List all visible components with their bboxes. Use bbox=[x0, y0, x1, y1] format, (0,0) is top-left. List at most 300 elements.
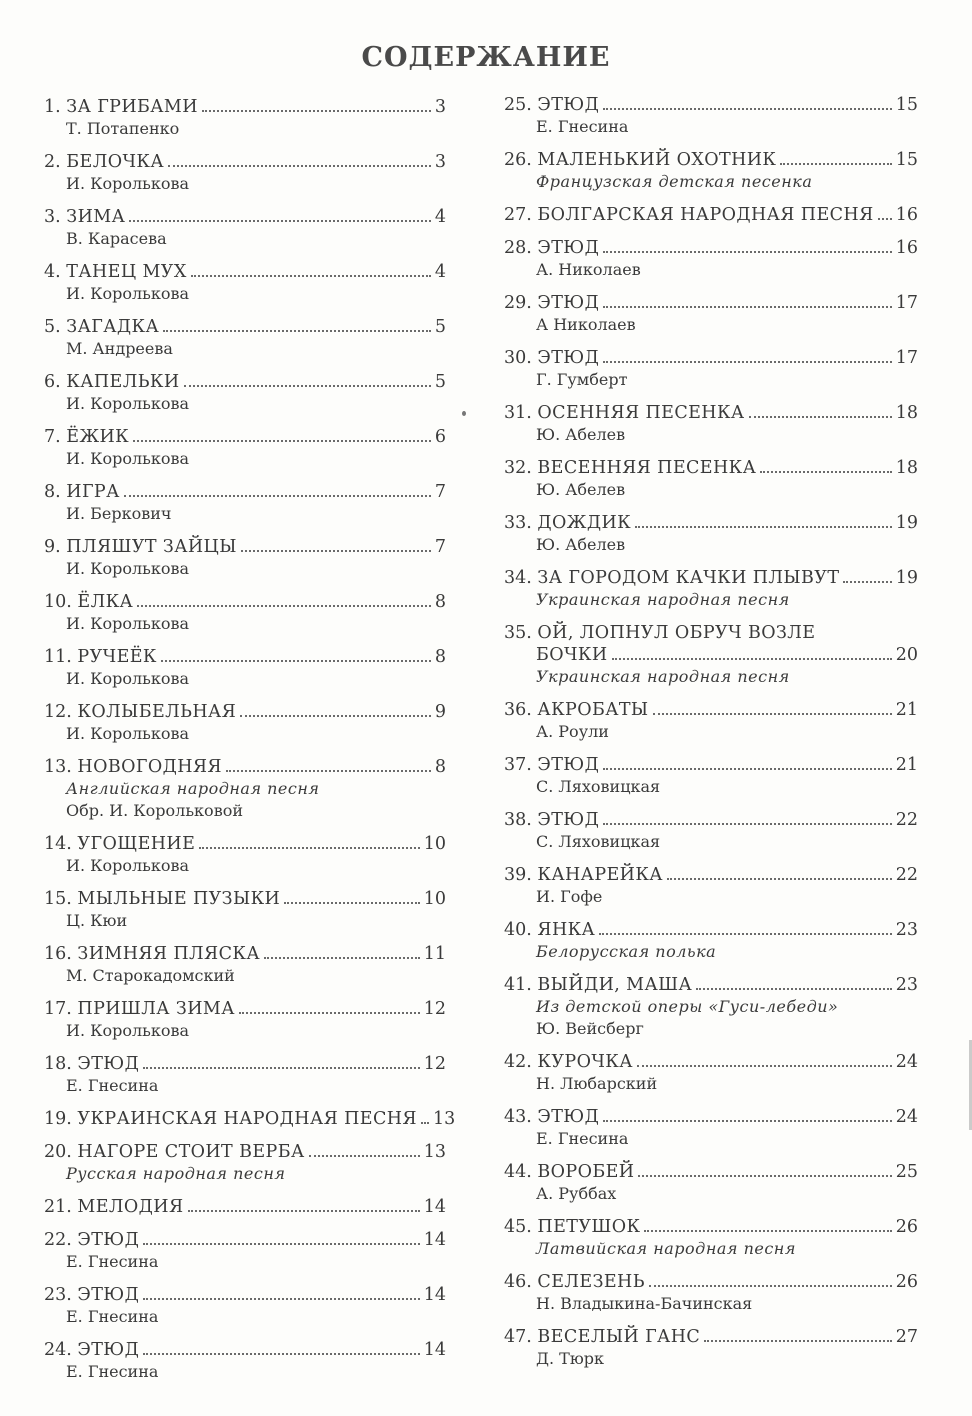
entry-author: М. Старокадомский bbox=[66, 966, 235, 985]
toc-entry-line bbox=[504, 94, 918, 116]
entry-note: Русская народная песня bbox=[66, 1164, 286, 1183]
toc-entry bbox=[504, 974, 918, 1040]
toc-entry bbox=[44, 151, 446, 195]
dot-leader bbox=[603, 768, 892, 770]
dot-leader bbox=[284, 902, 420, 904]
entry-title: ПЛЯШУТ ЗАЙЦЫ bbox=[66, 537, 237, 557]
dot-leader bbox=[124, 495, 431, 497]
entry-title: МАЛЕНЬКИЙ ОХОТНИК bbox=[537, 150, 777, 170]
toc-entry bbox=[504, 1216, 918, 1260]
toc-entry-line bbox=[504, 149, 918, 171]
entry-number: 1. bbox=[44, 97, 61, 117]
toc-entry bbox=[504, 149, 918, 193]
entry-author: Г. Гумберт bbox=[536, 370, 628, 389]
entry-title: УГОЩЕНИЕ bbox=[77, 834, 196, 854]
entry-page-number: 8 bbox=[434, 592, 446, 612]
entry-author: А. Роули bbox=[536, 722, 609, 741]
entry-author: И. Королькова bbox=[66, 449, 190, 468]
entry-title: НОВОГОДНЯЯ bbox=[77, 757, 222, 777]
entry-title: ДОЖДИК bbox=[537, 513, 632, 533]
entry-page-number: 15 bbox=[895, 150, 918, 170]
entry-author: И. Королькова bbox=[66, 669, 190, 688]
entry-title: КОЛЫБЕЛЬНАЯ bbox=[77, 702, 237, 722]
toc-entry-line bbox=[504, 402, 918, 424]
page-title: СОДЕРЖАНИЕ bbox=[361, 42, 611, 73]
entry-number: 6. bbox=[44, 372, 61, 392]
dot-leader bbox=[421, 1122, 429, 1124]
entry-title-continued: БОЧКИ bbox=[536, 645, 608, 665]
entry-author: С. Ляховицкая bbox=[536, 777, 661, 796]
entry-title: УКРАИНСКАЯ НАРОДНАЯ ПЕСНЯ bbox=[77, 1109, 417, 1129]
dot-leader bbox=[638, 1175, 891, 1177]
entry-title: ЭТЮД bbox=[77, 1230, 140, 1250]
toc-entry bbox=[44, 426, 446, 470]
toc-entry-line bbox=[504, 457, 918, 479]
entry-number: 4. bbox=[44, 262, 61, 282]
dot-leader bbox=[161, 660, 431, 662]
entry-author: Е. Гнесина bbox=[536, 117, 629, 136]
entry-number: 16. bbox=[44, 944, 72, 964]
toc-entry-line bbox=[44, 646, 446, 668]
entry-page-number: 26 bbox=[895, 1272, 918, 1292]
entry-number: 10. bbox=[44, 592, 72, 612]
entry-page-number: 3 bbox=[434, 97, 446, 117]
entry-page-number: 8 bbox=[434, 647, 446, 667]
toc-entry bbox=[504, 754, 918, 798]
toc-entry-line bbox=[504, 644, 918, 666]
toc-entry-line bbox=[504, 919, 918, 941]
toc-entry bbox=[504, 402, 918, 446]
toc-entry-line bbox=[504, 699, 918, 721]
entry-page-number: 23 bbox=[895, 920, 918, 940]
dot-leader bbox=[163, 330, 431, 332]
entry-page-number: 3 bbox=[434, 152, 446, 172]
entry-page-number: 20 bbox=[895, 645, 918, 665]
toc-entry-line bbox=[44, 1196, 446, 1218]
entry-page-number: 24 bbox=[895, 1107, 918, 1127]
entry-number: 21. bbox=[44, 1197, 72, 1217]
entry-page-number: 27 bbox=[895, 1327, 918, 1347]
toc-entry-line bbox=[504, 1271, 918, 1293]
entry-author: Е. Гнесина bbox=[66, 1252, 159, 1271]
entry-number: 19. bbox=[44, 1109, 72, 1129]
entry-author: И. Беркович bbox=[66, 504, 172, 523]
entry-number: 38. bbox=[504, 810, 532, 830]
toc-entry bbox=[44, 1108, 456, 1130]
toc-entry bbox=[44, 1053, 446, 1097]
entry-page-number: 7 bbox=[434, 482, 446, 502]
entry-title: ЭТЮД bbox=[537, 755, 600, 775]
toc-entry bbox=[504, 512, 918, 556]
toc-entry-line bbox=[44, 426, 446, 448]
toc-entry bbox=[44, 536, 446, 580]
entry-note: Украинская народная песня bbox=[536, 590, 790, 609]
entry-number: 20. bbox=[44, 1142, 72, 1162]
dot-leader bbox=[137, 605, 431, 607]
toc-entry bbox=[504, 292, 918, 336]
toc-entry-line bbox=[44, 96, 446, 118]
dot-leader bbox=[143, 1243, 420, 1245]
entry-author: Ю. Абелев bbox=[536, 480, 626, 499]
entry-number: 24. bbox=[44, 1340, 72, 1360]
toc-entry-line bbox=[44, 888, 446, 910]
entry-title: СЕЛЕЗЕНЬ bbox=[537, 1272, 645, 1292]
entry-number: 8. bbox=[44, 482, 61, 502]
dot-leader bbox=[843, 581, 891, 583]
entry-number: 36. bbox=[504, 700, 532, 720]
entry-author: Т. Потапенко bbox=[66, 119, 180, 138]
toc-entry-line bbox=[504, 1216, 918, 1238]
toc-entry-line bbox=[44, 1141, 446, 1163]
toc-entry bbox=[504, 237, 918, 281]
toc-entry bbox=[504, 1106, 918, 1150]
toc-entry-line bbox=[44, 998, 446, 1020]
entry-page-number: 11 bbox=[423, 944, 446, 964]
entry-number: 18. bbox=[44, 1054, 72, 1074]
entry-page-number: 23 bbox=[895, 975, 918, 995]
toc-entry bbox=[44, 1196, 446, 1218]
entry-title: ЭТЮД bbox=[537, 293, 600, 313]
entry-title: ПРИШЛА ЗИМА bbox=[77, 999, 235, 1019]
entry-page-number: 10 bbox=[423, 889, 446, 909]
entry-page-number: 22 bbox=[895, 810, 918, 830]
dot-leader bbox=[143, 1067, 420, 1069]
toc-entry-line bbox=[504, 292, 918, 314]
entry-page-number: 19 bbox=[895, 568, 918, 588]
toc-entry-line bbox=[44, 206, 446, 228]
toc-entry bbox=[44, 1229, 446, 1273]
toc-entry bbox=[44, 96, 446, 140]
entry-title: ЭТЮД bbox=[537, 238, 600, 258]
entry-title: КУРОЧКА bbox=[537, 1052, 633, 1072]
dot-leader bbox=[241, 550, 431, 552]
entry-title: ВЫЙДИ, МАША bbox=[537, 975, 693, 995]
entry-page-number: 13 bbox=[423, 1142, 446, 1162]
dot-leader bbox=[603, 1120, 892, 1122]
entry-page-number: 14 bbox=[423, 1230, 446, 1250]
entry-title: БЕЛОЧКА bbox=[66, 152, 164, 172]
entry-page-number: 14 bbox=[423, 1285, 446, 1305]
toc-entry-line bbox=[504, 512, 918, 534]
entry-page-number: 26 bbox=[895, 1217, 918, 1237]
toc-entry-line bbox=[44, 701, 446, 723]
entry-page-number: 17 bbox=[895, 348, 918, 368]
toc-entry-line bbox=[504, 622, 918, 644]
dot-leader bbox=[191, 275, 431, 277]
toc-entry-line bbox=[44, 536, 446, 558]
entry-title: ВЕСЕЛЫЙ ГАНС bbox=[537, 1327, 701, 1347]
entry-number: 2. bbox=[44, 152, 61, 172]
entry-number: 32. bbox=[504, 458, 532, 478]
dot-leader bbox=[143, 1353, 420, 1355]
dot-leader bbox=[168, 165, 431, 167]
dot-leader bbox=[760, 471, 891, 473]
toc-entry bbox=[44, 1284, 446, 1328]
entry-title: ТАНЕЦ МУХ bbox=[66, 262, 187, 282]
toc-entry-line bbox=[44, 316, 446, 338]
entry-title: ЭТЮД bbox=[537, 95, 600, 115]
entry-title: НАГОРЕ СТОИТ ВЕРБА bbox=[77, 1142, 305, 1162]
entry-author: Ю. Абелев bbox=[536, 425, 626, 444]
entry-author: И. Королькова bbox=[66, 394, 190, 413]
entry-author: Е. Гнесина bbox=[66, 1362, 159, 1381]
toc-entry-line bbox=[44, 371, 446, 393]
entry-page-number: 25 bbox=[895, 1162, 918, 1182]
entry-title: ЭТЮД bbox=[537, 1107, 600, 1127]
entry-page-number: 14 bbox=[423, 1197, 446, 1217]
entry-author: А. Николаев bbox=[536, 260, 641, 279]
entry-title: ОЙ, ЛОПНУЛ ОБРУЧ ВОЗЛЕ bbox=[537, 623, 816, 643]
entry-number: 31. bbox=[504, 403, 532, 423]
entry-number: 17. bbox=[44, 999, 72, 1019]
toc-entry bbox=[504, 809, 918, 853]
dot-leader bbox=[649, 1285, 892, 1287]
dot-leader bbox=[143, 1298, 420, 1300]
entry-title: ЗА ГОРОДОМ КАЧКИ ПЛЫВУТ bbox=[537, 568, 840, 588]
entry-number: 26. bbox=[504, 150, 532, 170]
entry-number: 12. bbox=[44, 702, 72, 722]
toc-column-left bbox=[44, 96, 456, 1394]
entry-title: МЕЛОДИЯ bbox=[77, 1197, 184, 1217]
toc-entry-line bbox=[44, 591, 446, 613]
toc-entry bbox=[44, 646, 446, 690]
entry-number: 14. bbox=[44, 834, 72, 854]
toc-entry bbox=[44, 756, 446, 822]
dot-leader bbox=[603, 361, 892, 363]
toc-entry bbox=[504, 204, 918, 226]
toc-entry bbox=[504, 864, 918, 908]
toc-entry bbox=[44, 1141, 446, 1185]
entry-page-number: 14 bbox=[423, 1340, 446, 1360]
toc-entry-line bbox=[44, 151, 446, 173]
entry-note: Английская народная песня bbox=[66, 779, 320, 798]
entry-title: КАПЕЛЬКИ bbox=[66, 372, 180, 392]
toc-entry bbox=[504, 919, 918, 963]
dot-leader bbox=[603, 823, 892, 825]
dot-leader bbox=[637, 1065, 892, 1067]
entry-title: БОЛГАРСКАЯ НАРОДНАЯ ПЕСНЯ bbox=[537, 205, 874, 225]
entry-author: Н. Любарский bbox=[536, 1074, 658, 1093]
toc-entry-line bbox=[504, 204, 918, 226]
dot-leader bbox=[603, 108, 892, 110]
entry-number: 42. bbox=[504, 1052, 532, 1072]
entry-title: ЭТЮД bbox=[537, 810, 600, 830]
entry-note: Латвийская народная песня bbox=[536, 1239, 796, 1258]
entry-number: 37. bbox=[504, 755, 532, 775]
dot-leader bbox=[878, 218, 892, 220]
dot-leader bbox=[644, 1230, 891, 1232]
entry-author: И. Королькова bbox=[66, 174, 190, 193]
entry-title: ВЕСЕННЯЯ ПЕСЕНКА bbox=[537, 458, 757, 478]
entry-number: 5. bbox=[44, 317, 61, 337]
dot-leader bbox=[199, 847, 419, 849]
entry-page-number: 16 bbox=[895, 205, 918, 225]
entry-note: Украинская народная песня bbox=[536, 667, 790, 686]
entry-author: А. Руббах bbox=[536, 1184, 617, 1203]
entry-number: 3. bbox=[44, 207, 61, 227]
toc-entry-line bbox=[504, 1161, 918, 1183]
toc-entry-line bbox=[504, 567, 918, 589]
toc-entry bbox=[44, 998, 446, 1042]
toc-entry bbox=[44, 1339, 446, 1383]
entry-note: Из детской оперы «Гуси-лебеди» bbox=[536, 997, 839, 1016]
entry-page-number: 10 bbox=[423, 834, 446, 854]
entry-note: Белорусская полька bbox=[536, 942, 717, 961]
toc-entry-line bbox=[504, 1326, 918, 1348]
entry-title: ЗАГАДКА bbox=[66, 317, 160, 337]
entry-author: Е. Гнесина bbox=[66, 1076, 159, 1095]
toc-entry-line bbox=[44, 943, 446, 965]
dot-leader bbox=[667, 878, 892, 880]
entry-author: Н. Владыкина-Бачинская bbox=[536, 1294, 753, 1313]
toc-entry bbox=[504, 94, 918, 138]
entry-page-number: 9 bbox=[434, 702, 446, 722]
entry-title: РУЧЕЁК bbox=[77, 647, 157, 667]
toc-entry bbox=[44, 888, 446, 932]
entry-number: 30. bbox=[504, 348, 532, 368]
entry-title: ЁЖИК bbox=[66, 427, 130, 447]
dot-leader bbox=[202, 110, 431, 112]
toc-entry-line bbox=[504, 864, 918, 886]
dot-leader bbox=[599, 933, 892, 935]
entry-author: Е. Гнесина bbox=[536, 1129, 629, 1148]
toc-entry-line bbox=[504, 1051, 918, 1073]
dot-leader bbox=[240, 715, 431, 717]
entry-page-number: 4 bbox=[434, 262, 446, 282]
entry-author: М. Андреева bbox=[66, 339, 173, 358]
toc-entry bbox=[44, 206, 446, 250]
toc-column-right bbox=[504, 94, 918, 1381]
toc-entry bbox=[504, 1271, 918, 1315]
dot-leader bbox=[612, 658, 892, 660]
toc-entry-line bbox=[44, 1053, 446, 1075]
entry-author: И. Королькова bbox=[66, 614, 190, 633]
dot-leader bbox=[603, 251, 892, 253]
dot-leader bbox=[188, 1210, 420, 1212]
toc-entry-line bbox=[44, 481, 446, 503]
entry-number: 47. bbox=[504, 1327, 532, 1347]
dot-leader bbox=[133, 440, 431, 442]
entry-title: ЭТЮД bbox=[77, 1285, 140, 1305]
entry-number: 29. bbox=[504, 293, 532, 313]
entry-author: И. Королькова bbox=[66, 724, 190, 743]
entry-number: 11. bbox=[44, 647, 72, 667]
entry-number: 34. bbox=[504, 568, 532, 588]
entry-number: 46. bbox=[504, 1272, 532, 1292]
print-speck bbox=[462, 411, 466, 416]
entry-number: 33. bbox=[504, 513, 532, 533]
entry-title: ЯНКА bbox=[537, 920, 596, 940]
entry-title: ВОРОБЕЙ bbox=[537, 1162, 635, 1182]
entry-number: 22. bbox=[44, 1230, 72, 1250]
entry-author: И. Гофе bbox=[536, 887, 603, 906]
toc-entry-line bbox=[504, 809, 918, 831]
toc-entry bbox=[44, 591, 446, 635]
entry-page-number: 24 bbox=[895, 1052, 918, 1072]
toc-entry bbox=[44, 833, 446, 877]
entry-author: С. Ляховицкая bbox=[536, 832, 661, 851]
toc-entry-line bbox=[44, 1284, 446, 1306]
entry-page-number: 21 bbox=[895, 755, 918, 775]
entry-page-number: 21 bbox=[895, 700, 918, 720]
toc-entry bbox=[504, 457, 918, 501]
entry-page-number: 12 bbox=[423, 1054, 446, 1074]
entry-title: ОСЕННЯЯ ПЕСЕНКА bbox=[537, 403, 745, 423]
entry-page-number: 6 bbox=[434, 427, 446, 447]
dot-leader bbox=[184, 385, 431, 387]
entry-title: ЗА ГРИБАМИ bbox=[66, 97, 198, 117]
toc-entry-line bbox=[504, 347, 918, 369]
entry-number: 25. bbox=[504, 95, 532, 115]
entry-author: И. Королькова bbox=[66, 1021, 190, 1040]
entry-number: 45. bbox=[504, 1217, 532, 1237]
entry-author: Д. Тюрк bbox=[536, 1349, 605, 1368]
entry-number: 35. bbox=[504, 623, 532, 643]
entry-number: 27. bbox=[504, 205, 532, 225]
entry-number: 28. bbox=[504, 238, 532, 258]
entry-title: АКРОБАТЫ bbox=[537, 700, 649, 720]
toc-entry-line bbox=[44, 1339, 446, 1361]
entry-title: ЭТЮД bbox=[537, 348, 600, 368]
entry-author: В. Карасева bbox=[66, 229, 167, 248]
entry-page-number: 5 bbox=[434, 372, 446, 392]
dot-leader bbox=[264, 957, 420, 959]
entry-title: ИГРА bbox=[66, 482, 120, 502]
dot-leader bbox=[696, 988, 892, 990]
entry-page-number: 7 bbox=[434, 537, 446, 557]
entry-author: И. Королькова bbox=[66, 559, 190, 578]
toc-entry-line bbox=[504, 237, 918, 259]
entry-page-number: 4 bbox=[434, 207, 446, 227]
toc-entry-line bbox=[44, 756, 446, 778]
entry-title: МЫЛЬНЫЕ ПУЗЫКИ bbox=[77, 889, 281, 909]
toc-entry-line bbox=[504, 1106, 918, 1128]
entry-title: ЁЛКА bbox=[77, 592, 134, 612]
entry-number: 23. bbox=[44, 1285, 72, 1305]
toc-entry bbox=[504, 1326, 918, 1370]
toc-entry-line bbox=[44, 833, 446, 855]
entry-page-number: 18 bbox=[895, 403, 918, 423]
toc-entry-line bbox=[504, 754, 918, 776]
entry-page-number: 5 bbox=[434, 317, 446, 337]
dot-leader bbox=[704, 1340, 892, 1342]
entry-note: Французская детская песенка bbox=[536, 172, 813, 191]
entry-number: 40. bbox=[504, 920, 532, 940]
entry-number: 13. bbox=[44, 757, 72, 777]
entry-number: 43. bbox=[504, 1107, 532, 1127]
entry-author: А Николаев bbox=[536, 315, 636, 334]
entry-page-number: 19 bbox=[895, 513, 918, 533]
entry-page-number: 13 bbox=[432, 1109, 456, 1129]
dot-leader bbox=[309, 1155, 420, 1157]
dot-leader bbox=[635, 526, 892, 528]
entry-number: 7. bbox=[44, 427, 61, 447]
entry-number: 39. bbox=[504, 865, 532, 885]
entry-number: 15. bbox=[44, 889, 72, 909]
entry-title: ЭТЮД bbox=[77, 1054, 140, 1074]
entry-author: И. Королькова bbox=[66, 856, 190, 875]
entry-page-number: 15 bbox=[895, 95, 918, 115]
toc-entry bbox=[504, 347, 918, 391]
toc-entry bbox=[44, 316, 446, 360]
toc-entry bbox=[504, 622, 918, 688]
dot-leader bbox=[749, 416, 892, 418]
entry-author: Обр. И. Корольковой bbox=[66, 801, 243, 820]
toc-entry-line bbox=[44, 1108, 456, 1130]
dot-leader bbox=[780, 163, 891, 165]
dot-leader bbox=[129, 220, 431, 222]
toc-entry bbox=[44, 261, 446, 305]
